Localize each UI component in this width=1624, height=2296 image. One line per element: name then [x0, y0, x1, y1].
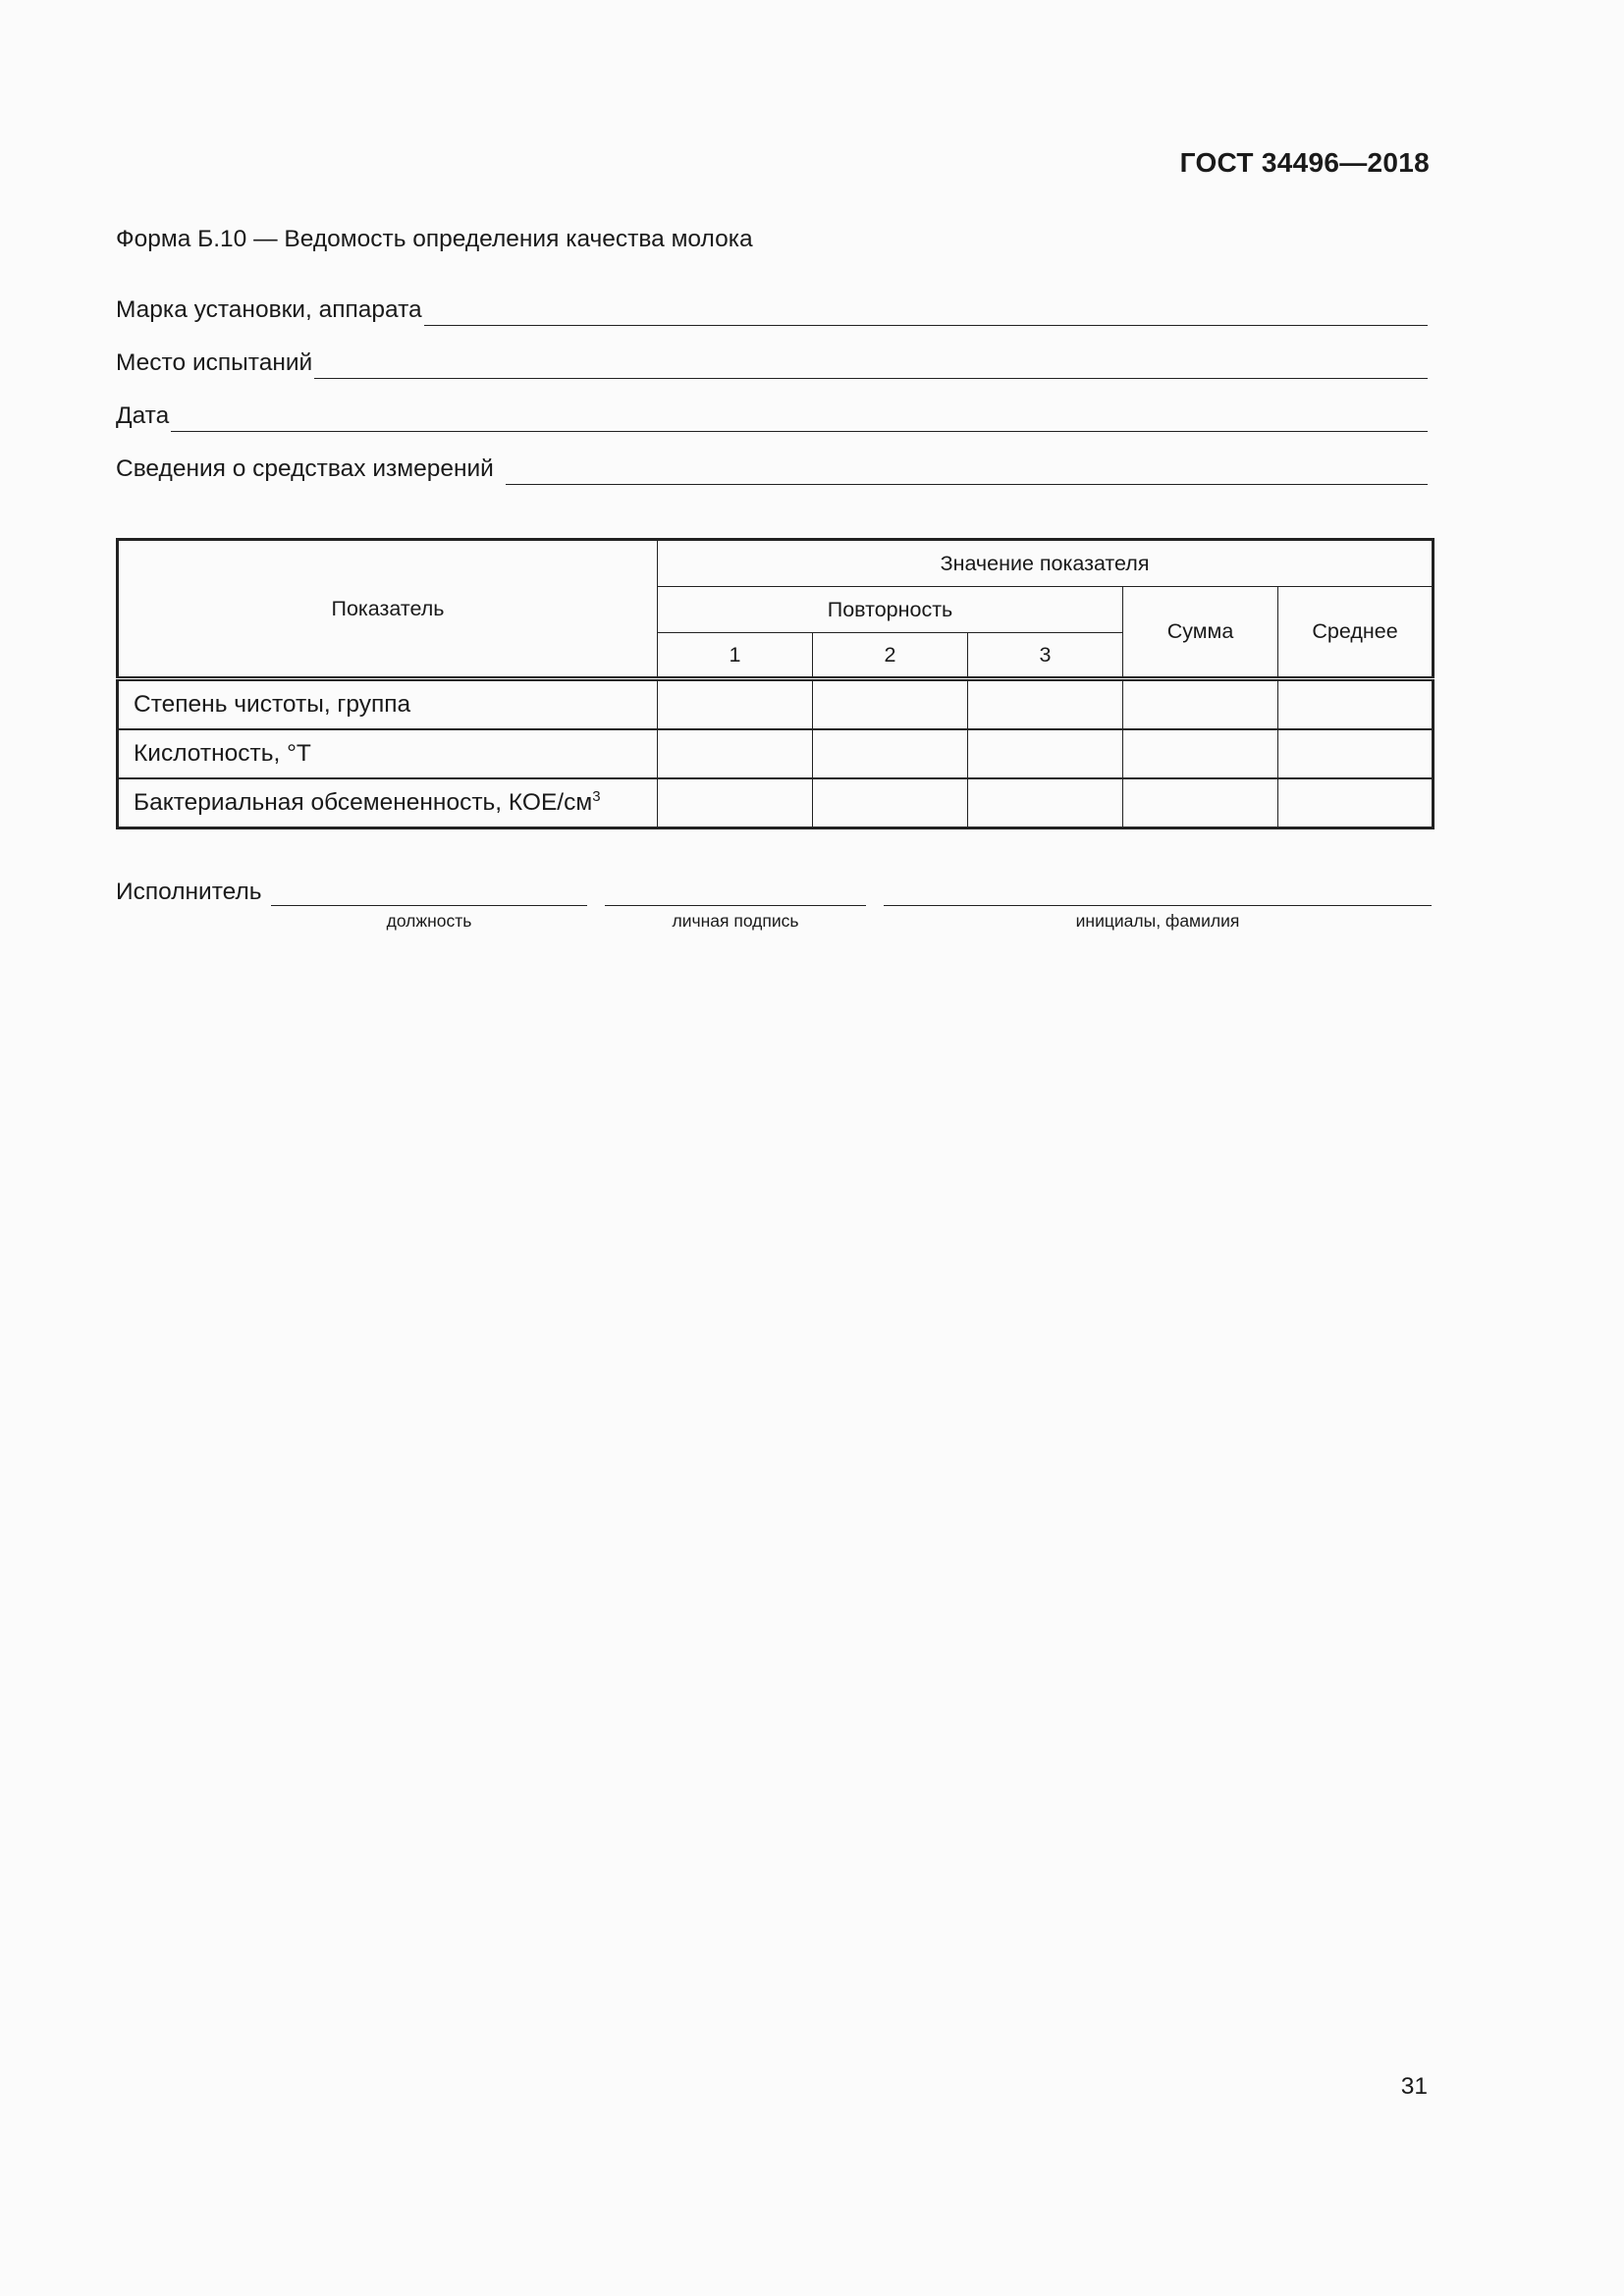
form-title: Форма Б.10 — Ведомость определения качества молока: [116, 226, 753, 252]
field-equipment-brand[interactable]: [116, 289, 1428, 322]
standard-number: ГОСТ 34496—2018: [1179, 147, 1430, 178]
table-cell[interactable]: [813, 778, 968, 828]
sum-header: Сумма: [1123, 587, 1278, 679]
field-test-location[interactable]: [116, 342, 1428, 375]
field-label: Место испытаний: [116, 349, 313, 376]
table-row: [118, 729, 1434, 778]
table-cell[interactable]: [1123, 778, 1278, 828]
repeat-col-2: 2: [813, 633, 968, 679]
table-cell[interactable]: [1278, 778, 1434, 828]
table-cell[interactable]: [658, 679, 813, 730]
signature-line[interactable]: [605, 905, 866, 906]
milk-quality-table: [116, 538, 1435, 829]
name-line[interactable]: [884, 905, 1432, 906]
row-label: Степень чистоты, группа: [118, 679, 658, 730]
table-cell[interactable]: [1123, 679, 1278, 730]
indicator-header: Показатель: [118, 540, 658, 679]
position-caption: должность: [386, 911, 472, 931]
table-cell[interactable]: [658, 778, 813, 828]
field-label: Сведения о средствах измерений: [116, 455, 494, 482]
blank-line[interactable]: [171, 431, 1428, 432]
table-row: [118, 778, 1434, 828]
table-cell[interactable]: [1278, 729, 1434, 778]
table-cell[interactable]: [1278, 679, 1434, 730]
table-cell[interactable]: [968, 679, 1123, 730]
signature-caption: личная подпись: [672, 911, 799, 931]
blank-line[interactable]: [424, 325, 1428, 326]
name-caption: инициалы, фамилия: [1075, 911, 1240, 931]
row-label: [118, 778, 658, 828]
table-cell[interactable]: [813, 679, 968, 730]
field-date[interactable]: [116, 395, 1428, 428]
table-cell[interactable]: [968, 778, 1123, 828]
field-measurement-instruments[interactable]: [116, 448, 1428, 481]
table-cell[interactable]: [1123, 729, 1278, 778]
row-label: Кислотность, °Т: [118, 729, 658, 778]
table-row: [118, 679, 1434, 730]
blank-line[interactable]: [314, 378, 1428, 379]
value-header: Значение показателя: [658, 540, 1434, 587]
position-line[interactable]: [271, 905, 587, 906]
executor-label: Исполнитель: [116, 879, 262, 905]
field-label: Дата: [116, 402, 170, 429]
repeat-header: Повторность: [658, 587, 1123, 633]
unit-exponent: 3: [592, 787, 601, 805]
mean-header: Среднее: [1278, 587, 1434, 679]
page-number: 31: [1400, 2073, 1428, 2100]
field-label: Марка установки, аппарата: [116, 296, 422, 323]
blank-line[interactable]: [506, 484, 1428, 485]
table-cell[interactable]: [968, 729, 1123, 778]
table-cell[interactable]: [813, 729, 968, 778]
repeat-col-1: 1: [658, 633, 813, 679]
table-cell[interactable]: [658, 729, 813, 778]
row-label-text: Бактериальная обсемененность, КОЕ/см: [134, 789, 593, 816]
repeat-col-3: 3: [968, 633, 1123, 679]
